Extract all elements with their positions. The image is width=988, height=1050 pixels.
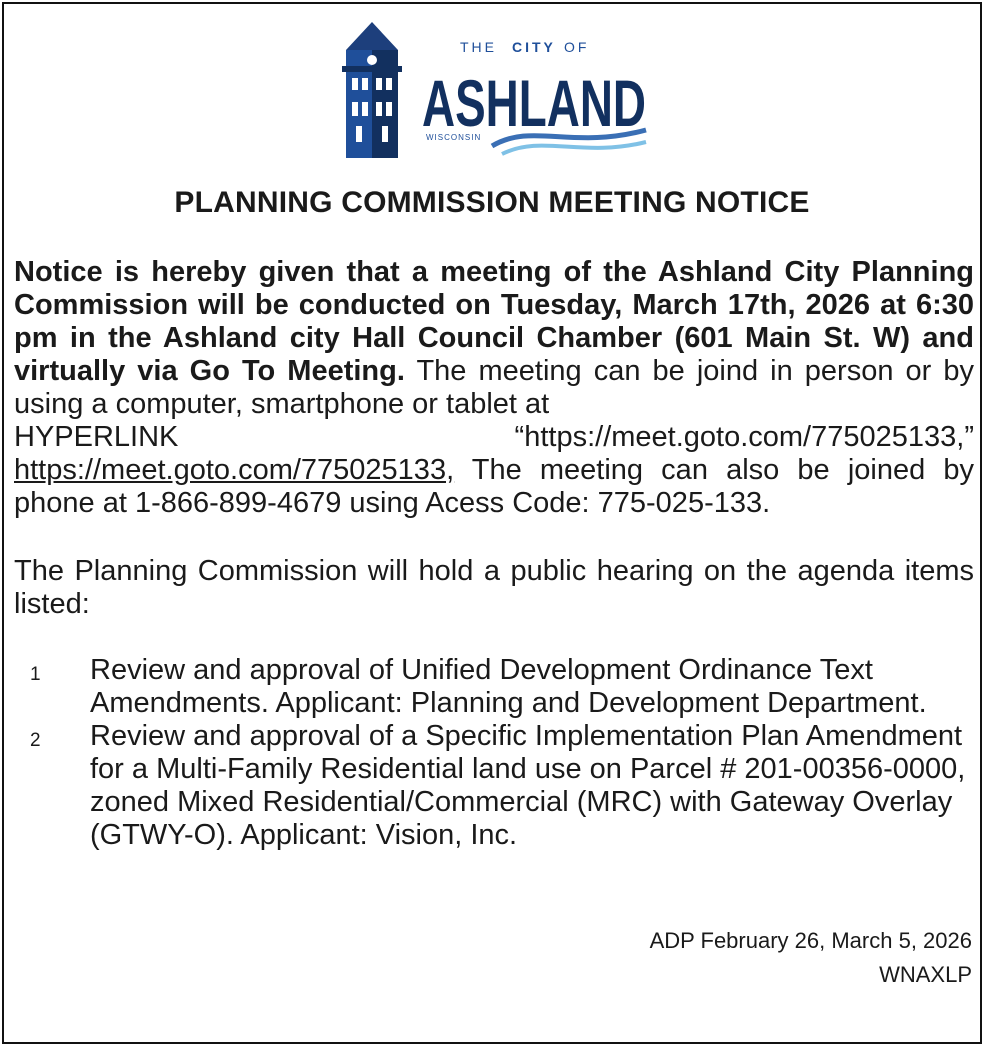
publication-code: WNAXLP — [879, 962, 972, 987]
logo-state: WISCONSIN — [426, 133, 482, 142]
logo-city: CITY — [512, 39, 556, 55]
notice-frame — [2, 2, 982, 1044]
notice-paragraph — [14, 256, 974, 520]
clock-tower-icon — [342, 22, 402, 158]
publication-dates: ADP February 26, March 5, 2026 — [649, 928, 972, 953]
agenda-list — [14, 654, 974, 852]
wave-icon-light — [502, 142, 646, 154]
hearing-intro: The Planning Commission will hold a public hearing on the agenda items listed: — [14, 555, 974, 620]
agenda-item-text: Review and approval of Unified Development Ordinance Text Amendments. Applicant: Planning and Development Department. — [90, 654, 927, 719]
notice-title: PLANNING COMMISSION MEETING NOTICE — [174, 186, 810, 219]
agenda-item — [14, 654, 974, 720]
notice-plain-text: The meeting can be joind in person or by using a computer, smartphone or tablet at — [14, 355, 974, 420]
notice-bold-text: Notice is hereby given that a meeting of the Ashland City Planning Commission will be conducted on Tuesday, March 17th, 2026 at 6:30 pm in the Ashland city Hall Council Chamber (601 Main St. W) and virtually via Go To Meeting. — [14, 256, 974, 387]
meeting-link[interactable]: https://meet.goto.com/775025133, — [14, 454, 455, 486]
hyperlink-quoted: “https://meet.goto.com/775025133,” — [514, 421, 974, 453]
logo-name: ASHLAND — [422, 66, 646, 140]
agenda-item-number: 1 — [30, 664, 41, 685]
hyperlink-word: HYPERLINK — [14, 421, 179, 453]
logo-of: OF — [564, 39, 590, 55]
logo-the: THE — [460, 39, 497, 55]
agenda-item — [14, 720, 974, 852]
hyperlink-line — [14, 421, 974, 454]
agenda-item-text: Review and approval of a Specific Implementation Plan Amendment for a Multi-Family Residential land use on Parcel # 201-00356-0000, zoned Mixed Residential/Commercial (MRC) with Gateway Overlay (GTWY-O). Applicant: Vision, Inc. — [90, 720, 966, 851]
phone-text: The meeting can also be joined by phone at 1-866-899-4679 using Acess Code: 775-025-133. — [14, 454, 974, 519]
city-of-ashland-logo — [342, 22, 652, 162]
agenda-item-number: 2 — [30, 730, 41, 751]
